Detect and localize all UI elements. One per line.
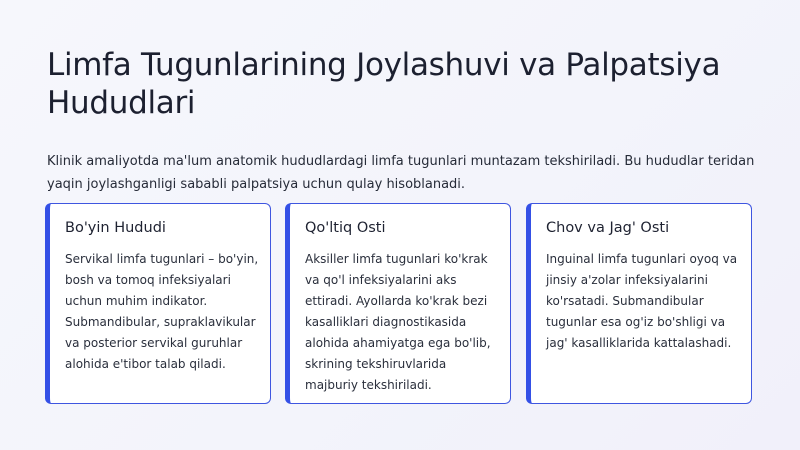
card-body: Inguinal limfa tugunlari oyoq va jinsiy a'zolar infeksiyalarini ko'rsatadi. Submandibular tugunlar esa og'iz bo'shligi va jag' kasalliklarida kattalashadi. bbox=[546, 252, 738, 350]
intro-paragraph: Klinik amaliyotda ma'lum anatomik hududlardagi limfa tugunlari muntazam tekshiriladi. Bu hududlar teridan yaqin joylashganligi sababli palpatsiya uchun qulay hisoblanadi. bbox=[47, 154, 755, 192]
card-title: Bo'yin Hududi bbox=[65, 220, 166, 236]
card-grid bbox=[45, 203, 756, 408]
card-body: Aksiller limfa tugunlari ko'krak va qo'l infeksiyalarini aks ettiradi. Ayollarda ko'krak bezi kasalliklari diagnostikasida alohida ahamiyatga ega bo'lib, skrining tekshiruvlarida majburiy tekshiriladi. bbox=[305, 252, 491, 392]
card-inguinal-submandibular-region bbox=[526, 203, 752, 404]
page-title: Limfa Tugunlarining Joylashuvi va Palpatsiya Hududlari bbox=[47, 47, 721, 121]
card-title: Qo'ltiq Osti bbox=[305, 220, 386, 236]
card-neck-region bbox=[45, 203, 271, 404]
card-axillary-region bbox=[285, 203, 511, 404]
card-title: Chov va Jag' Osti bbox=[546, 220, 670, 236]
card-body: Servikal limfa tugunlari – bo'yin, bosh va tomoq infeksiyalari uchun muhim indikator. Submandibular, supraklavikular va posterior servikal guruhlar alohida e'tibor talab qiladi. bbox=[65, 252, 259, 371]
